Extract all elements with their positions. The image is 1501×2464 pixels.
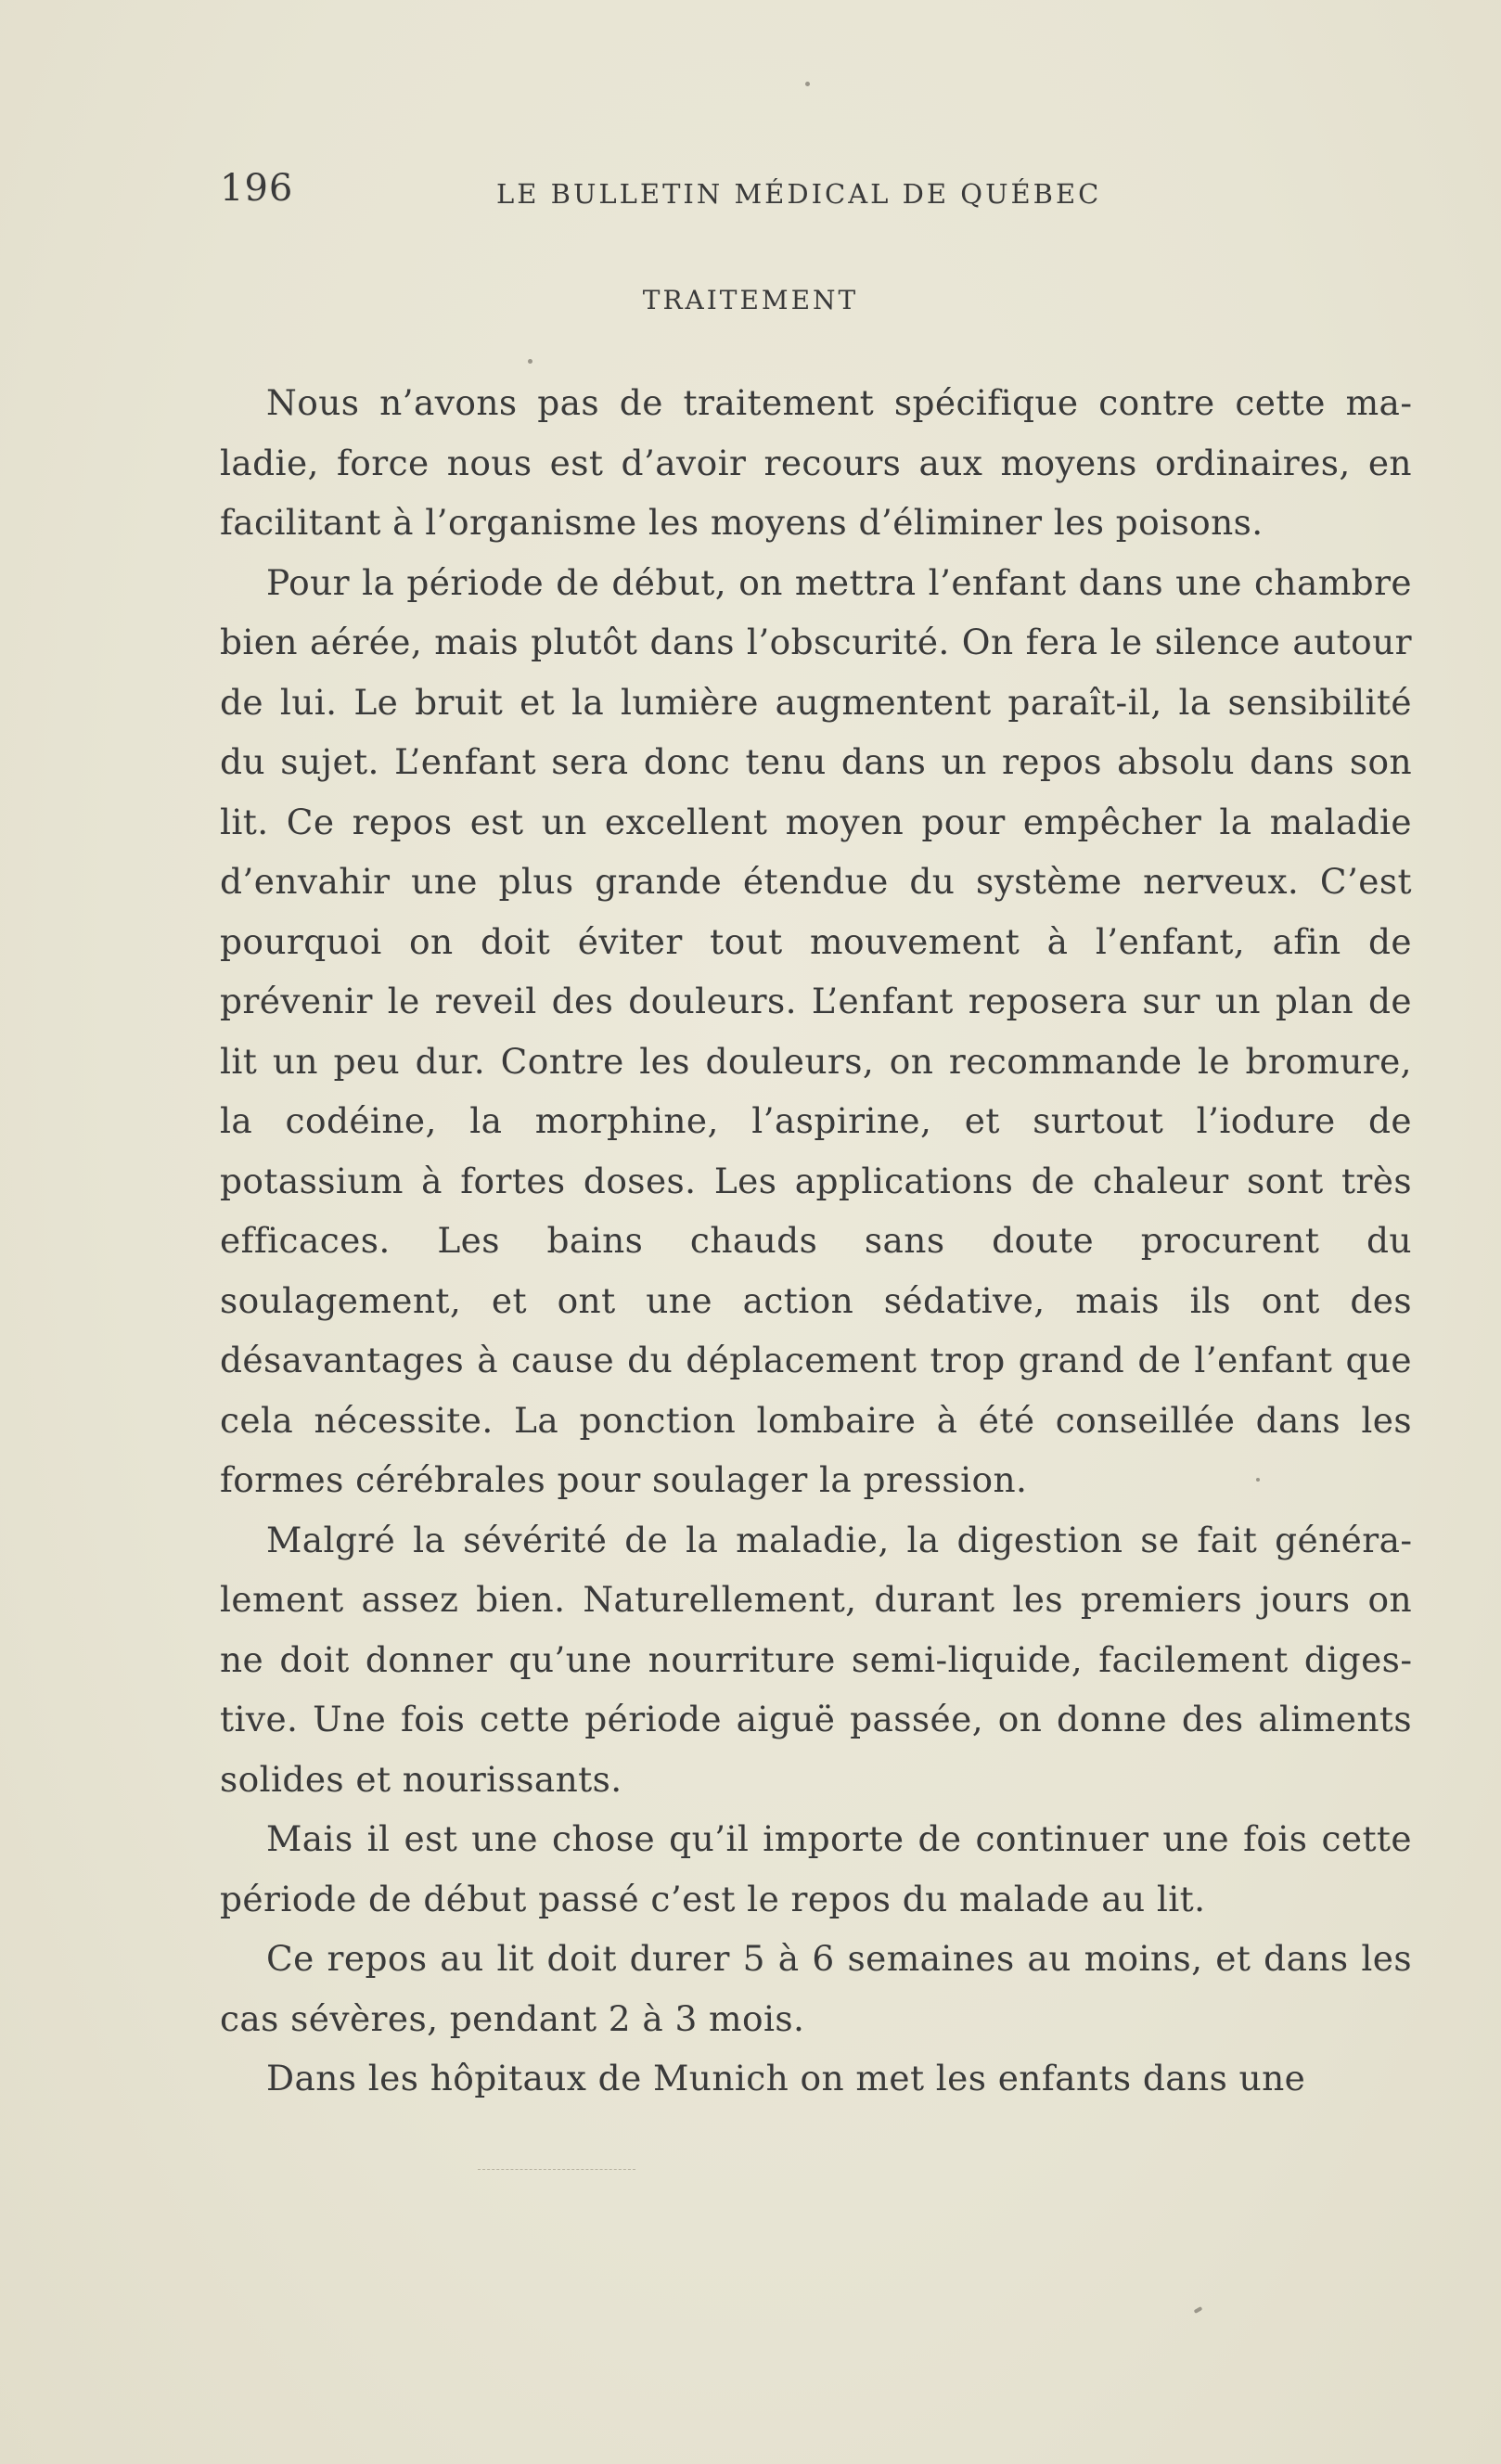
- journal-title: LE BULLETIN MÉDICAL DE QUÉBEC: [496, 178, 1102, 210]
- paragraph-3: Malgré la sévérité de la maladie, la digestion se fait généralement assez bien. Naturellement, durant les premiers jours on ne doit donner qu’une nourriture semi-liquide, facilement digestive. Une fois cette période aiguë passée, on donne des aliments solides et nourissants.: [220, 1519, 1412, 1800]
- paper-speck: [1194, 2306, 1203, 2314]
- paper-speck: [805, 82, 810, 86]
- paragraph-6: Dans les hôpitaux de Munich on met les enfants dans une: [266, 2058, 1306, 2098]
- section-title: TRAITEMENT: [642, 285, 859, 315]
- faint-rule: [478, 2169, 635, 2170]
- running-head: [220, 167, 1407, 223]
- page-number: 196: [220, 167, 294, 210]
- paragraph-5: Ce repos au lit doit durer 5 à 6 semaines au moins, et dans les cas sévères, pendant 2 à 3 mois.: [220, 1938, 1412, 2039]
- paper-speck: [528, 359, 532, 364]
- body-text: [220, 373, 1412, 2109]
- paragraph-1: Nous n’avons pas de traitement spécifique contre cette maladie, force nous est d’avoir recours aux moyens ordinaires, en facilitant à l’organisme les moyens d’éliminer les poisons.: [220, 382, 1412, 543]
- paragraph-2: Pour la période de début, on mettra l’enfant dans une chambre bien aérée, mais plutôt dans l’obscurité. On fera le silence autour de lui. Le bruit et la lumière augmentent paraît-il, la sensibilité du sujet. L’enfant sera donc tenu dans un repos absolu dans son lit. Ce repos est un excellent moyen pour empêcher la maladie d’envahir une plus grande étendue du système nerveux. C’est pourquoi on doit éviter tout mouvement à l’enfant, afin de prévenir le reveil des douleurs. L’enfant reposera sur un plan de lit un peu dur. Contre les douleurs, on recommande le bromure, la codéine, la morphine, l’aspirine, et surtout l’iodure de potassium à fortes doses. Les applications de chaleur sont très efficaces. Les bains chauds sans doute procurent du soulagement, et ont une action sédative, mais ils ont des désavantages à cause du déplacement trop grand de l’enfant que cela nécessite. La ponction lombaire à été conseillée dans les formes cérébrales pour soulager la pression.: [220, 561, 1412, 1500]
- paper-speck: [1256, 1478, 1260, 1482]
- paragraph-4: Mais il est une chose qu’il importe de continuer une fois cette période de début passé c’est le repos du malade au lit.: [220, 1818, 1412, 1919]
